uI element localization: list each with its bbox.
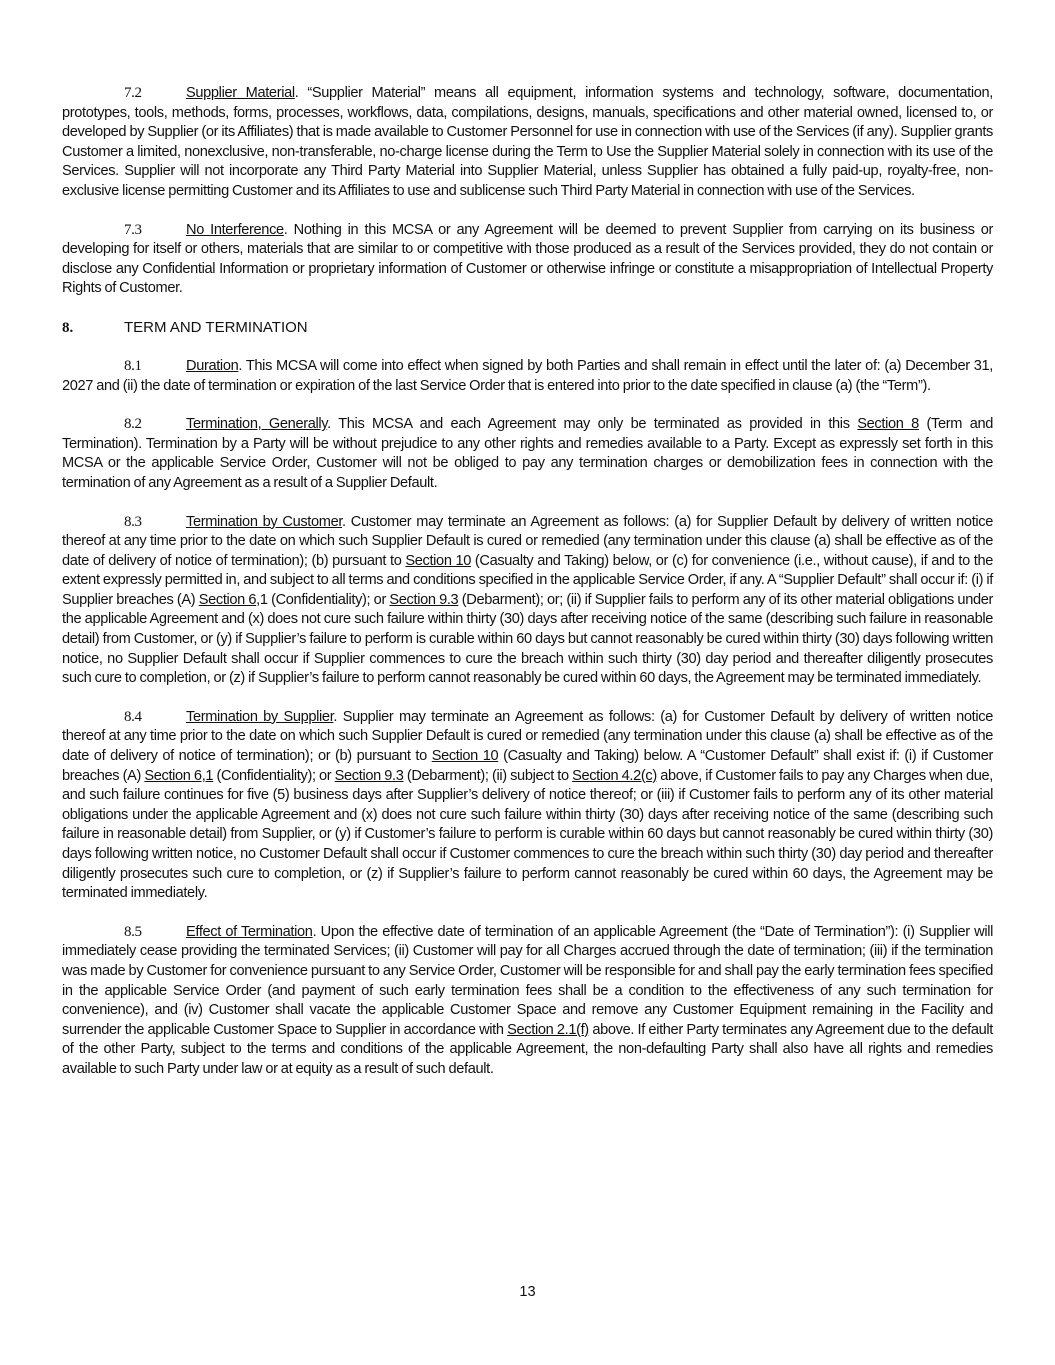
clause-text: . Upon the effective date of termination of an applicable Agreement (the “Date of Termination”): (i) Supplier will immediately cease providing the terminated Services; (ii) Customer will pay for all Charges accrued through the date of termination; (iii) if the termination was made by Customer for convenience pursuant to any Service Order, Customer will be responsible for and shall pay the early termination fees specified in the applicable Service Order (and payment of such early termination fees shall be a condition to the effectiveness of any such termination for convenience), and (iv) Customer shall vacate the applicable Customer Space and remove any Customer Equipment remaining in the Facility and surrender the applicable Customer Space to Supplier in accordance with [62, 923, 993, 1038]
section-reference-link[interactable]: Section 2.1(f) [507, 1021, 589, 1038]
clause-title: Termination by Customer [186, 513, 343, 530]
clause-number: 8.2 [124, 416, 142, 433]
section-reference-link[interactable]: Section 9.3 [334, 767, 404, 784]
clause-text: ,1 (Confidentiality); or [256, 591, 390, 608]
clause-paragraph [62, 708, 993, 904]
clause-title: Supplier Material [186, 85, 295, 101]
clause-number: 7.3 [124, 221, 142, 238]
document-page [62, 84, 993, 1099]
clause-number: 8.3 [124, 513, 142, 530]
clause-number: 8.1 [124, 357, 142, 374]
clause-title: No Interference [186, 221, 284, 238]
clause-paragraph [62, 84, 993, 202]
clause-text: . “Supplier Material” means all equipment, information systems and technology, software, documentation, prototypes, tools, methods, forms, processes, workflows, data, compilations, designs, manuals, specifications and other material owned, licensed to, or developed by Supplier (or its Affiliates) that is made available to Customer Personnel for use in connection with use of the Services (if any). Supplier grants Customer a limited, nonexclusive, non-transferable, no-charge license during the Term to Use the Supplier Material solely in connection with its use of the Services. Supplier will not incorporate any Third Party Material into Supplier Material, unless Supplier has obtained a fully paid-up, royalty-free, non-exclusive license permitting Customer and its Affiliates to use and sublicense such Third Party Material in connection with use of the Services. [62, 85, 993, 199]
clause-text: (Casualty and Taking) below, or (c) for convenience (i.e., without cause), if and to the extent expressly permitted in, and subject to all terms and conditions specified in the applicable Service Order, if any. A “Supplier Default” shall occur if: (i) if Supplier breaches (A) [62, 552, 993, 608]
clause-number: 8.5 [124, 923, 142, 940]
clause-paragraph [62, 357, 993, 396]
clause-title: Termination by Supplier [186, 708, 334, 725]
section-reference-link[interactable]: Section 8 [857, 416, 919, 433]
clause-text: (Debarment); (ii) subject to [403, 767, 573, 784]
clause-text: . Nothing in this MCSA or any Agreement will be deemed to prevent Supplier from carrying on its business or developing for itself or others, materials that are similar to or competitive with those produced as a result of the Services provided, they do not contain or disclose any Confidential Information or proprietary information of Customer or otherwise infringe or constitute a misappropriation of Intellectual Property Rights of Customer. [62, 221, 993, 297]
page-number: 13 [519, 1284, 536, 1300]
section-number: 8. [62, 319, 74, 336]
section-reference-link[interactable]: Section 4.2(c) [572, 767, 657, 784]
clause-text: . This MCSA and each Agreement may only be terminated as provided in this [327, 416, 858, 433]
section-reference-link[interactable]: Section 6,1 [144, 767, 214, 784]
clause-paragraph [62, 415, 993, 493]
section-reference-link[interactable]: Section 10 [405, 552, 471, 569]
clause-number: 7.2 [124, 85, 142, 101]
clause-text: (Confidentiality); or [213, 767, 335, 784]
clause-text: above. If either Party terminates any Agreement due to the default of the other Party, subject to the terms and conditions of the applicable Agreement, the non-defaulting Party shall also have all rights and remedies available to such Party under law or at equity as a result of such default. [62, 1021, 993, 1077]
clause-text: (Debarment); or; (ii) if Supplier fails to perform any of its other material obligations under the applicable Agreement and (x) does not cure such failure within thirty (30) days after receiving notice of the same (describing such failure in reasonable detail) from Customer, or (y) if Supplier’s failure to perform is curable within 60 days but cannot reasonably be cured within thirty (30) days following written notice, no Supplier Default shall occur if Supplier commences to cure the breach within such thirty (30) day period and thereafter diligently prosecutes such cure to completion, or (z) if Supplier’s failure to perform cannot reasonably be cured within 60 days, the Agreement may be terminated immediately. [62, 591, 994, 687]
clause-text: . This MCSA will come into effect when signed by both Parties and shall remain in effect until the later of: (a) December 31, 2027 and (ii) the date of termination or expiration of the last Service Order that is entered into prior to the date specified in clause (a) (the “Term”). [62, 357, 993, 394]
clause-title: Termination, Generally [186, 416, 328, 433]
clause-paragraph [62, 221, 993, 299]
clause-paragraph [62, 513, 993, 689]
section-heading [62, 318, 993, 338]
clause-paragraph [62, 923, 993, 1080]
clause-title: Effect of Termination [186, 923, 313, 940]
section-reference-link[interactable]: Section 6 [198, 591, 257, 608]
section-reference-link[interactable]: Section 10 [431, 748, 499, 765]
clause-text: (Term and Termination). Termination by a Party will be without prejudice to any other rights and remedies available to a Party. Except as expressly set forth in this MCSA or the applicable Service Order, Customer will not be obliged to pay any termination charges or demobilization fees in connection with the termination of any Agreement as a result of a Supplier Default. [62, 416, 994, 491]
clause-text: . Customer may terminate an Agreement as follows: (a) for Supplier Default by delivery of written notice thereof at any time prior to the date on which such Supplier Default is cured or remedied (any termination under this clause (a) shall be effective as of the date of delivery of notice of termination); (b) pursuant to [62, 513, 994, 569]
clause-text: . Supplier may terminate an Agreement as follows: (a) for Customer Default by delivery of written notice thereof at any time prior to the date on which such Supplier Default is cured or remedied (any termination under this clause (a) shall be effective as of the date of delivery of notice of termination); or (b) pursuant to [62, 708, 993, 765]
clause-number: 8.4 [124, 708, 142, 725]
clause-text: (Casualty and Taking) below. A “Customer Default” shall exist if: (i) if Customer breaches (A) [62, 748, 993, 784]
section-reference-link[interactable]: Section 9.3 [389, 591, 459, 608]
section-title: TERM AND TERMINATION [124, 318, 308, 336]
clause-text: above, if Customer fails to pay any Charges when due, and such failure continues for five (5) business days after Supplier’s delivery of notice thereof; or (iii) if Customer fails to perform any of its other material obligations under the applicable Agreement and (x) does not cure such failure within thirty (30) days after receiving notice of the same (describing such failure in reasonable detail) from Supplier, or (y) if Customer’s failure to perform is curable within 60 days but cannot reasonably be cured within thirty (30) days following written notice, no Customer Default shall occur if Customer commences to cure the breach within such thirty (30) day period and thereafter diligently prosecutes such cure to completion, or (z) if Supplier’s failure to perform cannot reasonably be cured within 60 days, the Agreement may be terminated immediately. [62, 767, 994, 902]
clause-title: Duration [186, 357, 239, 374]
